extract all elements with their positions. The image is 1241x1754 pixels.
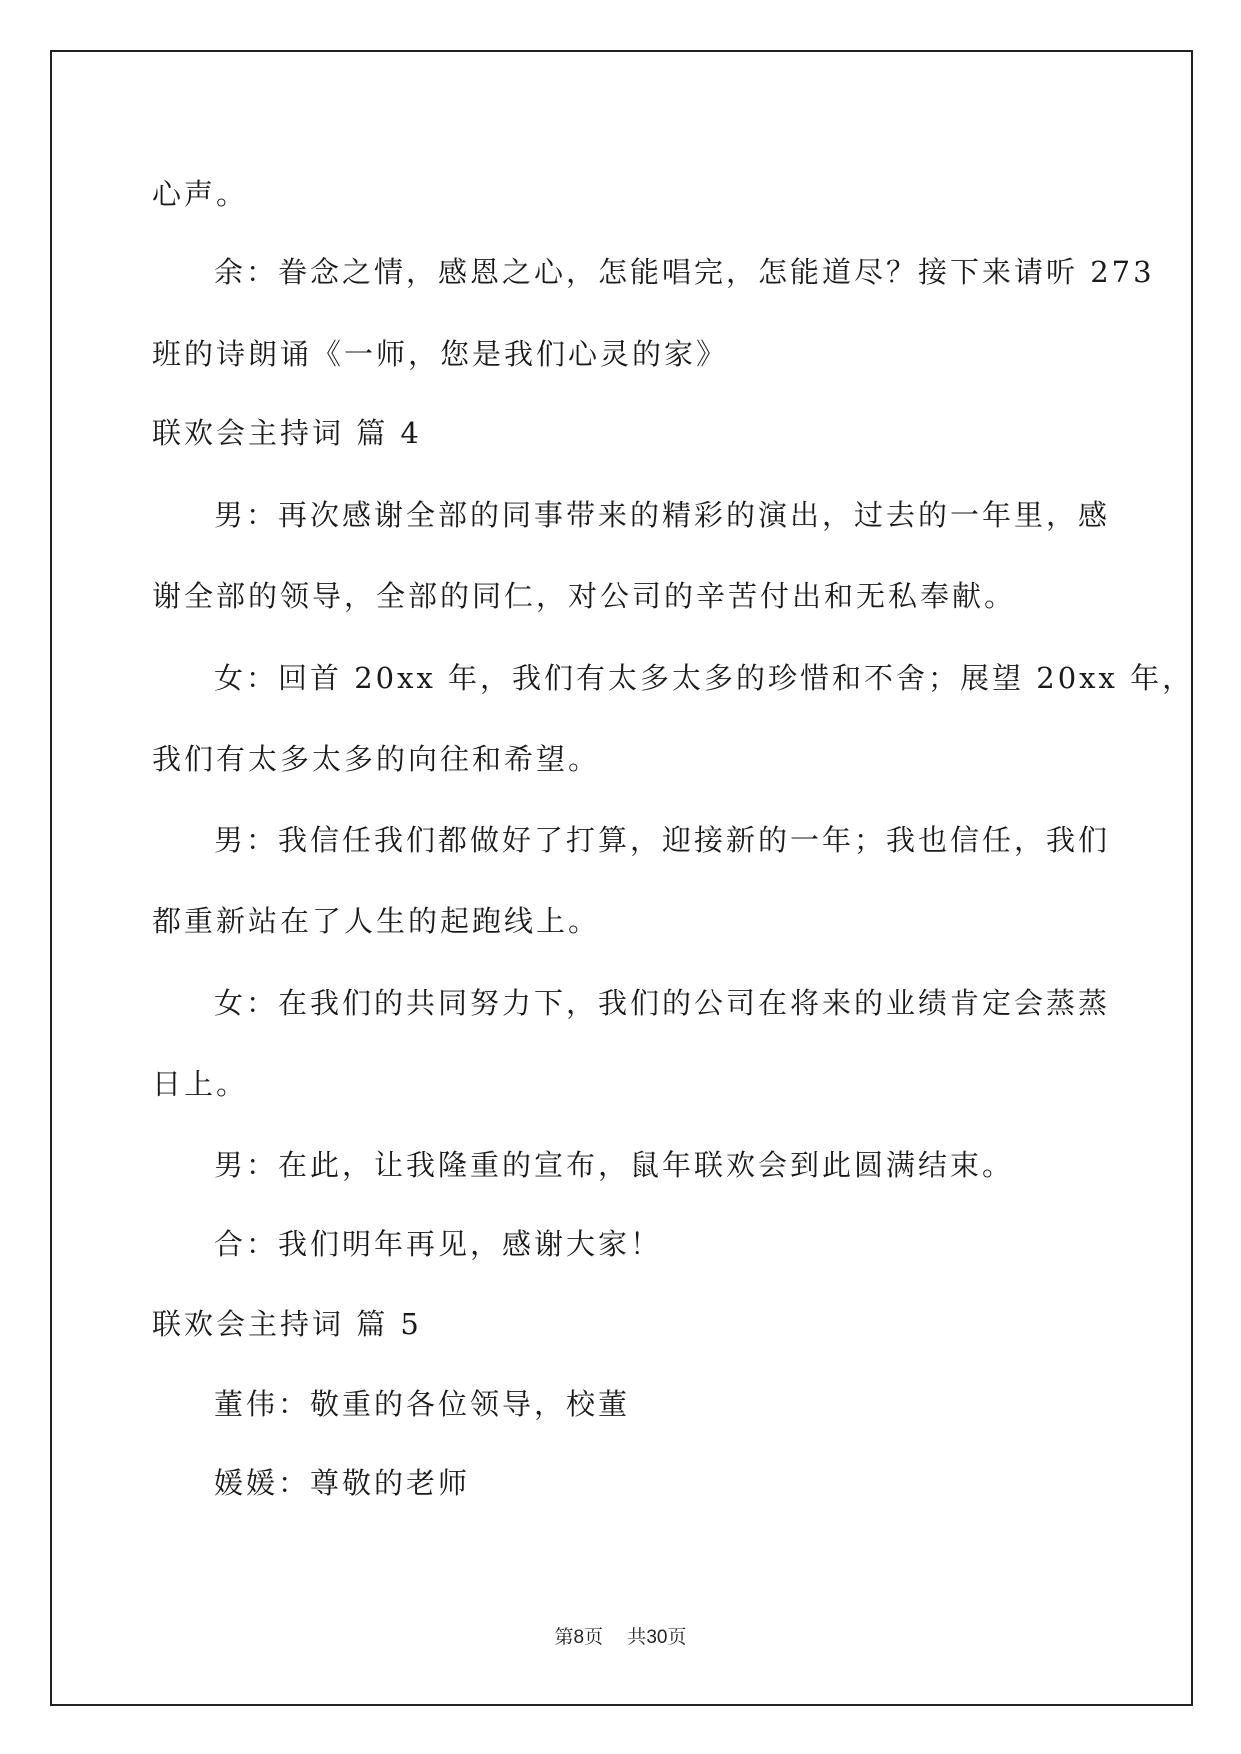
text-line: 心声。 xyxy=(152,177,249,211)
page-total: 30 xyxy=(646,1627,668,1648)
total-prefix: 共 xyxy=(627,1626,647,1648)
section-heading: 联欢会主持词 篇 4 xyxy=(152,416,422,450)
text-line: 班的诗朗诵《一师，您是我们心灵的家》 xyxy=(152,337,729,371)
text-line: 我们有太多太多的向往和希望。 xyxy=(152,742,601,776)
text-line: 媛媛：尊敬的老师 xyxy=(214,1466,471,1500)
text-line: 日上。 xyxy=(152,1067,249,1101)
section-heading: 联欢会主持词 篇 5 xyxy=(152,1307,422,1341)
page-footer xyxy=(0,1625,1241,1650)
text-line: 女：在我们的共同努力下，我们的公司在将来的业绩肯定会蒸蒸 xyxy=(214,986,1111,1020)
text-line: 男：在此，让我隆重的宣布，鼠年联欢会到此圆满结束。 xyxy=(214,1148,1015,1182)
text-line: 余：眷念之情，感恩之心，怎能唱完，怎能道尽？接下来请听 273 xyxy=(214,255,1155,289)
page-suffix: 页 xyxy=(584,1626,604,1648)
total-suffix: 页 xyxy=(667,1626,687,1648)
text-line: 董伟：敬重的各位领导，校董 xyxy=(214,1387,631,1421)
page-border xyxy=(50,50,1193,1706)
text-line: 女：回首 20xx 年，我们有太多太多的珍惜和不舍；展望 20xx 年， xyxy=(214,661,1195,695)
page-current: 8 xyxy=(573,1627,585,1648)
text-line: 合：我们明年再见，感谢大家！ xyxy=(214,1227,663,1261)
text-line: 谢全部的领导，全部的同仁，对公司的辛苦付出和无私奉献。 xyxy=(152,579,1017,613)
text-line: 都重新站在了人生的起跑线上。 xyxy=(152,904,601,938)
page-prefix: 第 xyxy=(554,1626,574,1648)
text-line: 男：再次感谢全部的同事带来的精彩的演出，过去的一年里，感 xyxy=(214,498,1111,532)
text-line: 男：我信任我们都做好了打算，迎接新的一年；我也信任，我们 xyxy=(214,823,1111,857)
